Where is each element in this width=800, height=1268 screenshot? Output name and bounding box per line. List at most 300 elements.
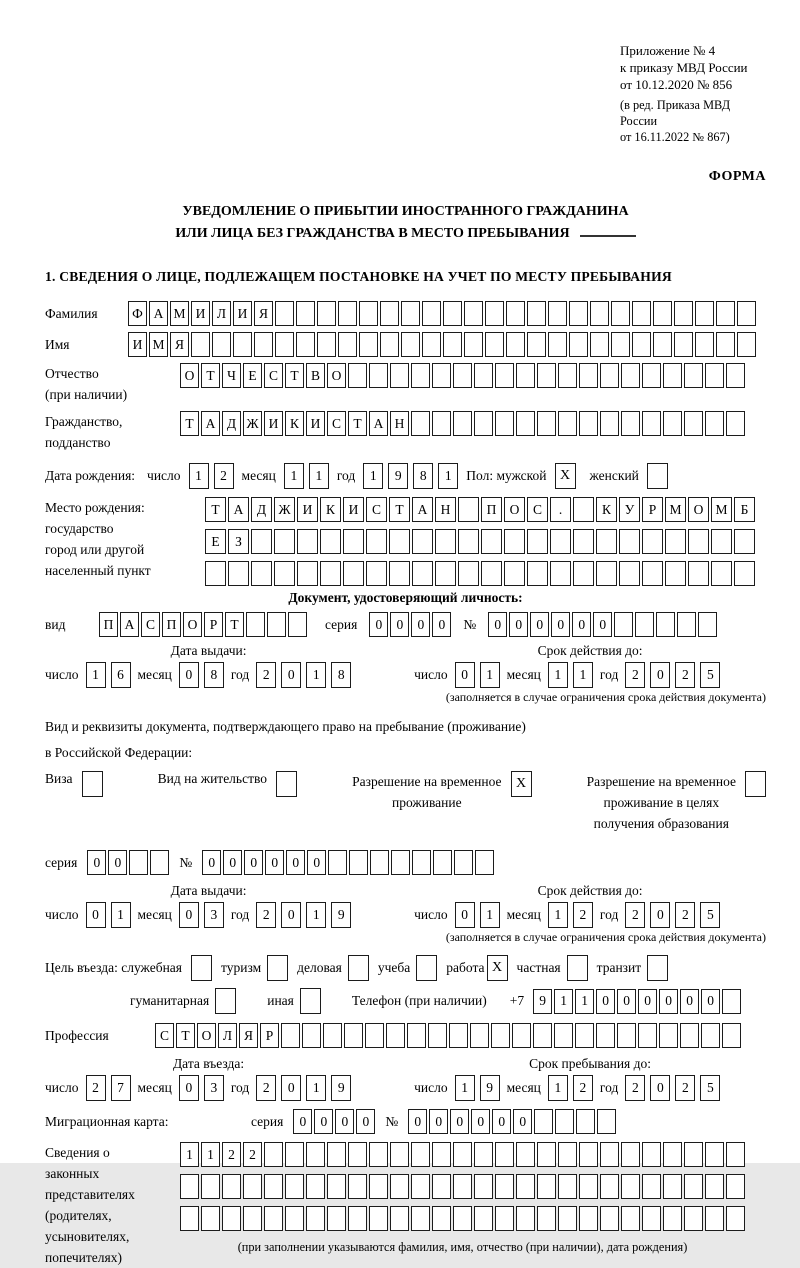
purpose-study: учеба xyxy=(378,955,437,981)
birth-place-row2 xyxy=(205,529,755,554)
char-cell: А xyxy=(412,497,433,522)
char-cell xyxy=(296,332,315,357)
char-cell: 0 xyxy=(87,850,106,875)
char-cell xyxy=(338,332,357,357)
residence-number-cells xyxy=(202,850,494,875)
citizenship-cells xyxy=(180,411,745,436)
char-cell xyxy=(554,1023,573,1048)
char-cell: А xyxy=(201,411,220,436)
month-word: месяц xyxy=(506,1080,541,1095)
char-cell: Р xyxy=(642,497,663,522)
char-cell: 9 xyxy=(480,1075,500,1101)
char-cell xyxy=(695,332,714,357)
char-cell xyxy=(512,1023,531,1048)
citizenship-row xyxy=(45,411,766,453)
char-cell xyxy=(722,1023,741,1048)
doc-issue-heading: Дата выдачи: xyxy=(170,643,247,658)
series-word: серия xyxy=(325,616,358,632)
char-cell: 2 xyxy=(675,662,695,688)
char-cell: О xyxy=(183,612,202,637)
char-cell: 0 xyxy=(390,612,409,637)
purpose-private: частная xyxy=(517,955,588,981)
char-cell: 0 xyxy=(244,850,263,875)
representatives-row1 xyxy=(180,1142,745,1167)
residence-series-cells xyxy=(87,850,169,875)
char-cell xyxy=(642,1206,661,1231)
char-cell: 0 xyxy=(307,850,326,875)
char-cell: М xyxy=(711,497,732,522)
char-cell xyxy=(191,332,210,357)
char-cell: 0 xyxy=(596,989,615,1014)
char-cell xyxy=(737,301,756,326)
representatives-note: (при заполнении указываются фамилия, имя, отчество (при наличии), дата рождения) xyxy=(237,1240,688,1254)
residence-valid-heading: Срок действия до: xyxy=(537,883,643,898)
char-cell xyxy=(537,411,556,436)
char-cell xyxy=(550,561,571,586)
char-cell: 5 xyxy=(700,1075,720,1101)
char-cell xyxy=(285,1174,304,1199)
char-cell: Т xyxy=(225,612,244,637)
char-cell xyxy=(558,411,577,436)
char-cell xyxy=(617,1023,636,1048)
identity-doc-heading: Документ, удостоверяющий личность: xyxy=(288,590,523,605)
char-cell: Я xyxy=(170,332,189,357)
stay-until-group xyxy=(414,1056,766,1101)
char-cell: Ж xyxy=(243,411,262,436)
char-cell xyxy=(558,1142,577,1167)
char-cell xyxy=(701,1023,720,1048)
char-cell xyxy=(621,363,640,388)
char-cell xyxy=(411,411,430,436)
char-cell xyxy=(579,363,598,388)
char-cell xyxy=(745,771,766,797)
char-cell: 0 xyxy=(659,989,678,1014)
surname-row xyxy=(45,301,766,326)
char-cell xyxy=(674,301,693,326)
char-cell xyxy=(611,301,630,326)
char-cell xyxy=(711,561,732,586)
char-cell: 1 xyxy=(201,1142,220,1167)
char-cell xyxy=(264,1174,283,1199)
char-cell: 0 xyxy=(432,612,451,637)
char-cell xyxy=(453,411,472,436)
year-word: год xyxy=(230,1080,250,1095)
profession-row xyxy=(45,1023,766,1048)
char-cell xyxy=(366,529,387,554)
edu-residence-option xyxy=(587,771,766,834)
char-cell: 0 xyxy=(408,1109,427,1134)
char-cell xyxy=(722,989,741,1014)
char-cell xyxy=(527,529,548,554)
char-cell xyxy=(533,1023,552,1048)
month-word: месяц xyxy=(241,468,276,483)
char-cell xyxy=(506,332,525,357)
char-cell: 0 xyxy=(617,989,636,1014)
year-word: год xyxy=(599,667,619,682)
char-cell xyxy=(663,411,682,436)
title-underline xyxy=(580,223,636,237)
char-cell xyxy=(619,529,640,554)
char-cell xyxy=(573,497,594,522)
char-cell: О xyxy=(327,363,346,388)
char-cell: К xyxy=(285,411,304,436)
birth-place-block xyxy=(45,497,766,586)
char-cell xyxy=(579,1174,598,1199)
char-cell: 8 xyxy=(204,662,224,688)
form-title xyxy=(45,201,766,245)
birth-year-cells xyxy=(363,463,458,489)
char-cell xyxy=(380,301,399,326)
char-cell xyxy=(642,529,663,554)
char-cell: 0 xyxy=(701,989,720,1014)
purpose-transit: транзит xyxy=(597,955,669,981)
char-cell xyxy=(243,1174,262,1199)
stay-until-heading: Срок пребывания до: xyxy=(529,1056,652,1071)
char-cell xyxy=(274,529,295,554)
char-cell xyxy=(597,1109,616,1134)
char-cell xyxy=(323,1023,342,1048)
purpose-work: работа X xyxy=(446,955,507,981)
purpose-label: Цель въезда: служебная xyxy=(45,960,182,975)
char-cell: 9 xyxy=(533,989,552,1014)
char-cell xyxy=(632,301,651,326)
char-cell xyxy=(458,561,479,586)
residence-intro-line1: Вид и реквизиты документа, подтверждающего право на пребывание (проживание) xyxy=(45,719,526,734)
char-cell xyxy=(663,1206,682,1231)
char-cell xyxy=(369,1206,388,1231)
char-cell: 0 xyxy=(179,1075,199,1101)
annex-line: от 10.12.2020 № 856 xyxy=(620,77,733,92)
char-cell: 2 xyxy=(573,1075,593,1101)
char-cell: Е xyxy=(243,363,262,388)
char-cell xyxy=(495,411,514,436)
profession-cells xyxy=(155,1023,741,1048)
char-cell: 2 xyxy=(256,662,276,688)
char-cell xyxy=(327,1206,346,1231)
char-cell xyxy=(716,301,735,326)
doc-issue-group xyxy=(45,643,372,688)
residence-valid-year xyxy=(625,902,720,928)
char-cell: 2 xyxy=(573,902,593,928)
char-cell: О xyxy=(180,363,199,388)
char-cell xyxy=(684,363,703,388)
birth-place-row1 xyxy=(205,497,755,522)
char-cell xyxy=(688,561,709,586)
char-cell xyxy=(726,363,745,388)
char-cell xyxy=(453,363,472,388)
birth-place-label: Место рождения: государство город или другой населенный пункт xyxy=(45,500,151,578)
char-cell xyxy=(205,561,226,586)
char-cell: 3 xyxy=(204,902,224,928)
char-cell: С xyxy=(366,497,387,522)
char-cell xyxy=(359,301,378,326)
char-cell: М xyxy=(665,497,686,522)
purpose-study-checkbox xyxy=(416,955,437,981)
patronymic-cells xyxy=(180,363,745,388)
char-cell xyxy=(191,955,212,981)
char-cell xyxy=(254,332,273,357)
char-cell: 0 xyxy=(509,612,528,637)
char-cell xyxy=(267,612,286,637)
char-cell: 9 xyxy=(388,463,408,489)
char-cell: 1 xyxy=(554,989,573,1014)
sex-male-checkbox xyxy=(555,463,576,489)
day-word: число xyxy=(414,907,448,922)
char-cell: П xyxy=(481,497,502,522)
char-cell xyxy=(485,332,504,357)
char-cell: X xyxy=(511,771,532,797)
annex-line: Приложение № 4 xyxy=(620,43,716,58)
char-cell: 0 xyxy=(293,1109,312,1134)
char-cell xyxy=(285,1142,304,1167)
char-cell: О xyxy=(504,497,525,522)
residence-intro-line2: в Российской Федерации: xyxy=(45,745,193,760)
day-word: число xyxy=(45,1080,79,1095)
char-cell: 0 xyxy=(450,1109,469,1134)
migration-series-cells xyxy=(293,1109,375,1134)
char-cell xyxy=(621,1174,640,1199)
char-cell: Ж xyxy=(274,497,295,522)
purpose-other-checkbox xyxy=(300,988,321,1014)
residence-issue-group xyxy=(45,883,372,928)
char-cell xyxy=(401,301,420,326)
char-cell xyxy=(306,1142,325,1167)
birth-place-cells xyxy=(205,497,755,586)
char-cell xyxy=(614,612,633,637)
char-cell xyxy=(481,529,502,554)
char-cell: 1 xyxy=(306,662,326,688)
char-cell xyxy=(432,1142,451,1167)
char-cell xyxy=(320,529,341,554)
char-cell xyxy=(642,561,663,586)
edu-residence-checkbox xyxy=(745,771,766,797)
char-cell xyxy=(251,561,272,586)
char-cell xyxy=(297,529,318,554)
phone-cells xyxy=(533,989,741,1014)
char-cell xyxy=(401,332,420,357)
name-label: Имя xyxy=(45,336,70,352)
char-cell xyxy=(642,1142,661,1167)
char-cell: 0 xyxy=(429,1109,448,1134)
purpose-other: иная xyxy=(267,988,321,1014)
char-cell xyxy=(596,1023,615,1048)
char-cell xyxy=(504,529,525,554)
phone-prefix: +7 xyxy=(509,993,525,1008)
char-cell xyxy=(653,301,672,326)
char-cell xyxy=(698,612,717,637)
char-cell: С xyxy=(527,497,548,522)
char-cell xyxy=(579,1206,598,1231)
char-cell xyxy=(296,301,315,326)
char-cell xyxy=(222,1206,241,1231)
char-cell xyxy=(327,1142,346,1167)
char-cell xyxy=(180,1206,199,1231)
char-cell xyxy=(590,332,609,357)
patronymic-row xyxy=(45,363,766,405)
migration-card-label: Миграционная карта: xyxy=(45,1113,169,1129)
year-word: год xyxy=(599,1080,619,1095)
char-cell: 2 xyxy=(243,1142,262,1167)
char-cell xyxy=(288,612,307,637)
char-cell: 1 xyxy=(575,989,594,1014)
char-cell xyxy=(306,1206,325,1231)
char-cell xyxy=(695,301,714,326)
char-cell xyxy=(222,1174,241,1199)
char-cell xyxy=(370,850,389,875)
char-cell xyxy=(537,1206,556,1231)
year-word: год xyxy=(230,667,250,682)
purpose-official-checkbox xyxy=(191,955,212,981)
char-cell xyxy=(558,363,577,388)
char-cell xyxy=(495,1206,514,1231)
char-cell: Т xyxy=(201,363,220,388)
char-cell xyxy=(680,1023,699,1048)
char-cell xyxy=(726,1142,745,1167)
char-cell xyxy=(600,363,619,388)
entry-purpose-row xyxy=(45,955,766,981)
residence-doc-types xyxy=(45,771,766,834)
char-cell xyxy=(215,988,236,1014)
char-cell xyxy=(275,301,294,326)
char-cell xyxy=(435,529,456,554)
char-cell: Н xyxy=(390,411,409,436)
char-cell: 0 xyxy=(369,612,388,637)
patronymic-label: Отчество (при наличии) xyxy=(45,366,128,402)
char-cell xyxy=(573,529,594,554)
section1-heading: 1. СВЕДЕНИЯ О ЛИЦЕ, ПОДЛЕЖАЩЕМ ПОСТАНОВКЕ НА УЧЕТ ПО МЕСТУ ПРЕБЫВАНИЯ xyxy=(45,269,672,284)
char-cell xyxy=(228,561,249,586)
char-cell: 0 xyxy=(265,850,284,875)
representatives-cells xyxy=(180,1142,745,1231)
char-cell xyxy=(432,411,451,436)
char-cell xyxy=(82,771,103,797)
char-cell: 0 xyxy=(572,612,591,637)
char-cell xyxy=(449,1023,468,1048)
char-cell xyxy=(705,1142,724,1167)
char-cell xyxy=(243,1206,262,1231)
char-cell xyxy=(343,561,364,586)
char-cell xyxy=(495,363,514,388)
char-cell: И xyxy=(306,411,325,436)
char-cell: 0 xyxy=(411,612,430,637)
revision-line: от 16.11.2022 № 867) xyxy=(620,130,730,144)
birth-date-row xyxy=(45,463,766,489)
char-cell xyxy=(516,1206,535,1231)
char-cell: Т xyxy=(285,363,304,388)
series-word: серия xyxy=(251,1113,284,1129)
char-cell xyxy=(474,1206,493,1231)
char-cell: 0 xyxy=(680,989,699,1014)
day-word: число xyxy=(414,667,448,682)
char-cell xyxy=(716,332,735,357)
char-cell: Д xyxy=(222,411,241,436)
month-word: месяц xyxy=(137,1080,172,1095)
phone-label: Телефон (при наличии) xyxy=(351,993,487,1008)
residence-issue-day xyxy=(86,902,131,928)
char-cell xyxy=(443,301,462,326)
char-cell xyxy=(665,561,686,586)
char-cell xyxy=(575,1023,594,1048)
char-cell xyxy=(527,332,546,357)
num-word: № xyxy=(179,854,193,870)
residence-permit-label: Вид на жительство xyxy=(157,771,267,786)
char-cell xyxy=(267,955,288,981)
day-word: число xyxy=(45,667,79,682)
char-cell: 2 xyxy=(675,902,695,928)
surname-cells xyxy=(128,301,756,326)
purpose-humanitarian: гуманитарная xyxy=(130,988,236,1014)
char-cell xyxy=(386,1023,405,1048)
char-cell: Т xyxy=(205,497,226,522)
char-cell: 0 xyxy=(471,1109,490,1134)
char-cell: 0 xyxy=(650,902,670,928)
annex-revision xyxy=(620,97,766,145)
char-cell xyxy=(369,363,388,388)
residence-valid-group xyxy=(414,883,766,928)
char-cell xyxy=(281,1023,300,1048)
doc-issue-year xyxy=(256,662,351,688)
char-cell xyxy=(317,301,336,326)
char-cell xyxy=(453,1174,472,1199)
char-cell xyxy=(474,1174,493,1199)
char-cell xyxy=(412,561,433,586)
birth-place-row3 xyxy=(205,561,755,586)
char-cell: 9 xyxy=(331,1075,351,1101)
char-cell xyxy=(504,561,525,586)
edu-residence-label: Разрешение на временное проживание в целях получения образования xyxy=(586,774,736,831)
char-cell xyxy=(527,561,548,586)
char-cell xyxy=(366,561,387,586)
purpose-work-checkbox xyxy=(487,955,508,981)
char-cell: Ф xyxy=(128,301,147,326)
char-cell: 8 xyxy=(413,463,433,489)
surname-label: Фамилия xyxy=(45,305,98,321)
char-cell xyxy=(705,363,724,388)
entry-purpose-row2 xyxy=(45,988,766,1014)
doc-valid-month xyxy=(548,662,593,688)
char-cell: 0 xyxy=(108,850,127,875)
purpose-transit-checkbox xyxy=(647,955,668,981)
char-cell: 0 xyxy=(488,612,507,637)
char-cell xyxy=(458,529,479,554)
char-cell xyxy=(411,1142,430,1167)
char-cell xyxy=(433,850,452,875)
char-cell: 1 xyxy=(309,463,329,489)
char-cell xyxy=(453,1142,472,1167)
char-cell: 7 xyxy=(111,1075,131,1101)
char-cell: 0 xyxy=(356,1109,375,1134)
char-cell xyxy=(464,332,483,357)
char-cell: 1 xyxy=(548,1075,568,1101)
char-cell xyxy=(642,411,661,436)
char-cell xyxy=(579,411,598,436)
char-cell: 1 xyxy=(284,463,304,489)
residence-permit-checkbox xyxy=(276,771,297,797)
entry-stay-dates xyxy=(45,1056,766,1101)
char-cell: И xyxy=(191,301,210,326)
char-cell xyxy=(621,1206,640,1231)
temp-residence-option xyxy=(352,771,531,813)
temp-residence-checkbox xyxy=(511,771,532,797)
form-title-line1: УВЕДОМЛЕНИЕ О ПРИБЫТИИ ИНОСТРАННОГО ГРАЖДАНИНА xyxy=(182,204,629,219)
char-cell xyxy=(527,301,546,326)
char-cell xyxy=(389,561,410,586)
char-cell xyxy=(596,561,617,586)
purpose-business-checkbox xyxy=(348,955,369,981)
char-cell xyxy=(555,1109,574,1134)
char-cell: 0 xyxy=(286,850,305,875)
stay-day xyxy=(455,1075,500,1101)
